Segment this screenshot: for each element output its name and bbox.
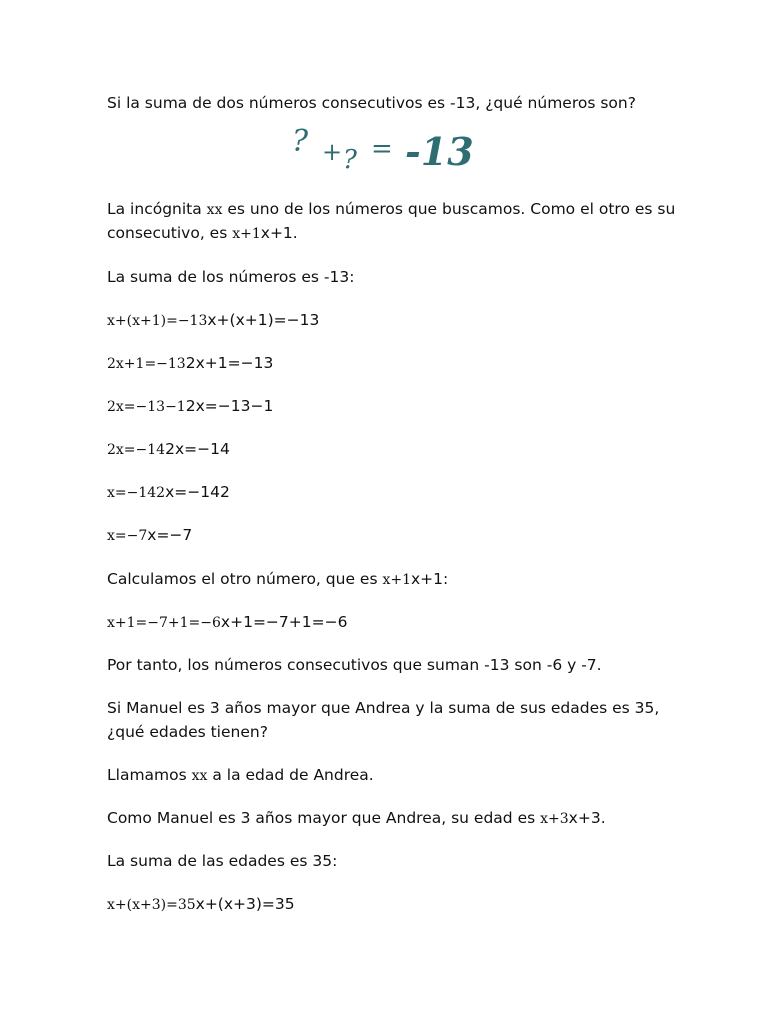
step-sans: x+(x+3)=35 (195, 895, 295, 913)
step-serif: x=−7 (107, 528, 148, 544)
equation-question-mark-2: ? (343, 145, 357, 175)
intro-text-rest: es uno de los números que buscamos. Como el otro es su (222, 200, 676, 218)
variable-definition (107, 762, 374, 789)
age-statement (107, 805, 606, 832)
step-3 (107, 393, 273, 420)
step-serif: x+(x+3)=35 (107, 897, 196, 913)
problem2-question-line-1: Si Manuel es 3 años mayor que Andrea y la suma de sus edades es 35, (107, 699, 660, 717)
intro-math-plain: x+1 (260, 224, 293, 242)
ages-sum-statement: La suma de las edades es 35: (107, 852, 338, 870)
step-serif: x+1=−7+1=−6 (107, 615, 221, 631)
step-serif: x=−142 (107, 485, 166, 501)
step-5 (107, 479, 230, 506)
age-math-serif: x+3 (540, 811, 569, 827)
equation-image (290, 124, 490, 180)
other-end: : (443, 570, 449, 588)
call-variable: xx (191, 768, 208, 784)
intro-end: . (292, 224, 298, 242)
step-sans: x+1=−7+1=−6 (220, 613, 348, 631)
age-math-plain: x+3 (568, 809, 601, 827)
step-serif: x+(x+1)=−13 (107, 313, 208, 329)
step-serif: 2x=−13−1 (107, 399, 186, 415)
call-rest: a la edad de Andrea. (207, 766, 374, 784)
call-text: Llamamos (107, 766, 192, 784)
equation-equals: = (371, 134, 393, 164)
step-sans: x=−7 (147, 526, 193, 544)
problem1-question: Si la suma de dos números consecutivos es -13, ¿qué números son? (107, 94, 636, 112)
step-sans: 2x+1=−13 (185, 354, 274, 372)
equation-question-mark-1: ? (292, 124, 309, 159)
other-text: Calculamos el otro número, que es (107, 570, 383, 588)
equation-result: -13 (405, 129, 474, 174)
sum-statement: La suma de los números es -13: (107, 268, 355, 286)
step-serif: 2x=−14 (107, 442, 166, 458)
intro-line-2 (107, 220, 298, 247)
problem2-question-line-2: ¿qué edades tienen? (107, 723, 268, 741)
intro-text-b: consecutivo, es (107, 224, 233, 242)
intro-math-serif: x+1 (232, 226, 261, 242)
other-number-text (107, 566, 448, 593)
age-text: Como Manuel es 3 años mayor que Andrea, su edad es (107, 809, 541, 827)
age-end: . (600, 809, 606, 827)
intro-text: La incógnita (107, 200, 207, 218)
step-sans: 2x=−13−1 (185, 397, 274, 415)
step-sans: x+(x+1)=−13 (207, 311, 320, 329)
equation-plus: + (322, 138, 343, 166)
other-step (107, 609, 347, 636)
step-4 (107, 436, 230, 463)
step-2 (107, 350, 273, 377)
problem2-step (107, 891, 295, 918)
step-serif: 2x+1=−13 (107, 356, 186, 372)
conclusion: Por tanto, los números consecutivos que suman -13 son -6 y -7. (107, 656, 602, 674)
other-math-serif: x+1 (382, 572, 411, 588)
step-sans: 2x=−14 (165, 440, 230, 458)
step-sans: x=−142 (165, 483, 230, 501)
step-6 (107, 522, 192, 549)
intro-line-1 (107, 196, 675, 223)
step-1 (107, 307, 319, 334)
other-math-plain: x+1 (411, 570, 444, 588)
intro-variable: xx (206, 202, 223, 218)
